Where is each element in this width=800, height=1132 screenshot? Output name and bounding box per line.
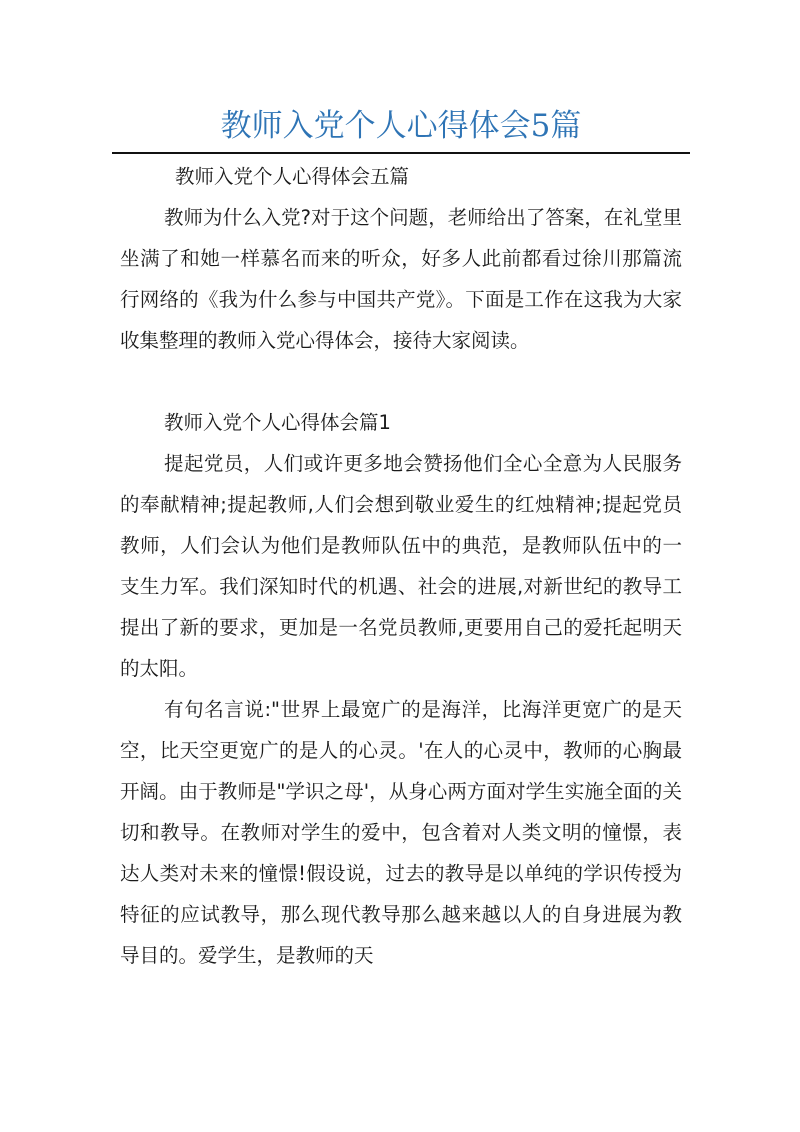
document-title: 教师入党个人心得体会5篇 — [220, 108, 582, 144]
intro-paragraph: 教师为什么入党?对于这个问题，老师给出了答案，在礼堂里坐满了和她一样慕名而来的听众，好多人此前都看过徐川那篇流行网络的《我为什么参与中国共产党》。下面是工作在这我为大家收集整理的教师入党心得体会，接待大家阅读。 — [120, 206, 682, 352]
document-subtitle: 教师入党个人心得体会五篇 — [175, 165, 410, 188]
title-divider — [112, 152, 690, 154]
section-heading: 教师入党个人心得体会篇1 — [164, 411, 391, 434]
paragraph-spacer — [120, 361, 682, 402]
document-body — [120, 156, 682, 976]
body-paragraph-2: 有句名言说:"世界上最宽广的是海洋，比海洋更宽广的是天空，比天空更宽广的是人的心灵。'在人的心灵中，教师的心胸最开阔。由于教师是"学识之母'，从身心两方面对学生实施全面的关切和教导。在教师对学生的爱中，包含着对人类文明的憧憬，表达人类对未来的憧憬!假设说，过去的教导是以单纯的学识传授为特征的应试教导，那么现代教导那么越来越以人的自身进展为教导目的。爱学生，是教师的天 — [120, 698, 682, 967]
body-paragraph-1: 提起党员，人们或许更多地会赞扬他们全心全意为人民服务的奉献精神;提起教师,人们会想到敬业爱生的红烛精神;提起党员教师，人们会认为他们是教师队伍中的典范，是教师队伍中的一支生力军。我们深知时代的机遇、社会的进展,对新世纪的教导工提出了新的要求，更加是一名党员教师,更要用自己的爱托起明天的太阳。 — [120, 452, 682, 680]
